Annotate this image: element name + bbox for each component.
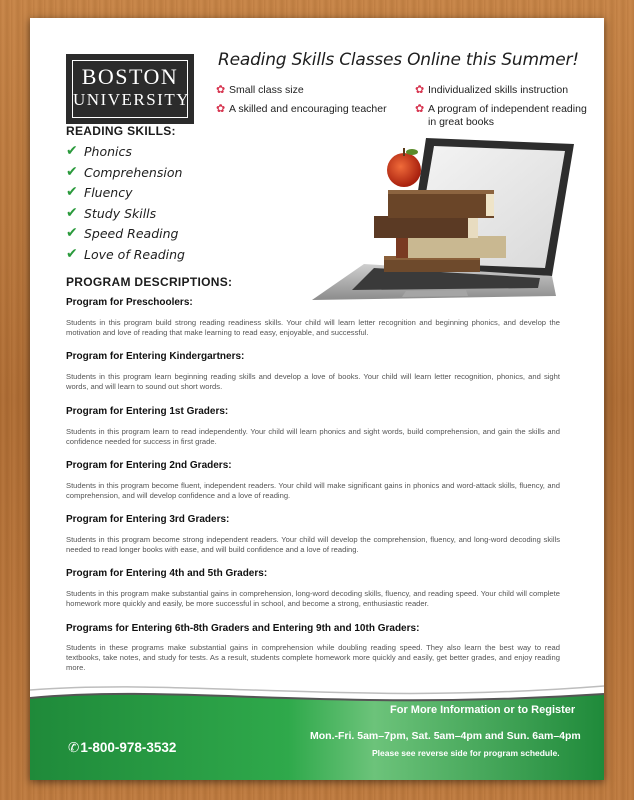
skills-title: READING SKILLS: — [66, 124, 176, 138]
program-item — [66, 568, 560, 622]
footer-band — [30, 676, 604, 780]
star-icon: ✿ — [415, 84, 425, 96]
program-text: Students in this program become strong independent readers. Your child will develop the comprehension, fluency, and long-word decoding skills needed to read longer books with ease, and will build confidence and a love of reading. — [66, 535, 560, 555]
check-icon: ✔ — [66, 184, 78, 201]
features-left — [216, 84, 406, 122]
program-title: Program for Entering 3rd Graders: — [66, 514, 230, 526]
flyer — [30, 18, 604, 780]
office-hours: Mon.-Fri. 5am–7pm, Sat. 5am–4pm and Sun. 6am–4pm — [310, 730, 581, 742]
info-title: For More Information or to Register — [390, 704, 576, 716]
program-item — [66, 623, 560, 677]
check-icon: ✔ — [66, 143, 78, 159]
program-text: Students in this program learn beginning reading skills and develop a love of books. Your child will learn letter recognition, phonics, and sight words, and will learn to sound out short words. — [66, 372, 560, 392]
program-descriptions-title: PROGRAM DESCRIPTIONS: — [66, 275, 233, 289]
phone-icon: ✆ — [68, 740, 80, 755]
check-icon: ✔ — [66, 225, 78, 242]
skill-item: ✔ Phonics — [66, 143, 132, 159]
headline: Reading Skills Classes Online this Summer! — [218, 50, 579, 70]
program-text: Students in this program build strong reading readiness skills. Your child will learn letter recognition and beginning phonics, and develop the motivation and love of reading that make learning to read easy, enjoyable, and successful. — [66, 318, 560, 337]
program-text: Students in this program learn to read independently. Your child will learn phonics and sight words, build comprehension, and gain the skills and confidence needed for success in first grade. — [66, 426, 560, 446]
feature-item: ✿ A program of independent reading in great books — [415, 103, 587, 128]
program-text: Students in this program make substantial gains in comprehension, long-word decoding skills, fluency, and reading speed. Your child will complete homework more quickly and easily, be more successful in school, and become a strong, enthusiastic reader. — [66, 589, 560, 609]
skill-item: ✔ Speed Reading — [66, 225, 179, 242]
program-title: Program for Entering Kindergartners: — [66, 351, 245, 363]
skill-item: ✔ Study Skills — [66, 204, 157, 221]
program-title: Program for Entering 2nd Graders: — [66, 459, 232, 471]
program-text: Students in this program become fluent, independent readers. Your child will make significant gains in phonics and word-attack skills, fluency, and comprehension, and will develop confidence and a love of reading. — [66, 480, 560, 500]
logo-line2: UNIVERSITY — [73, 90, 190, 109]
check-icon: ✔ — [66, 245, 78, 262]
star-icon: ✿ — [415, 103, 425, 115]
check-icon: ✔ — [66, 204, 78, 221]
feature-item: ✿ Individualized skills instruction — [415, 84, 569, 96]
program-text: Students in these programs make substantial gains in comprehension while doubling reading speed. They also learn the best way to read textbooks, take notes, and study for tests. As a result, students complete homework more quickly and easily, get better grades, and enjoy reading more. — [66, 642, 560, 672]
program-title: Program for Entering 1st Graders: — [66, 405, 229, 417]
skill-item: ✔ Fluency — [66, 184, 133, 201]
program-item — [66, 297, 560, 351]
feature-item: ✿ Small class size — [216, 84, 304, 96]
feature-item: ✿ A skilled and encouraging teacher — [216, 103, 387, 115]
skills-list — [66, 144, 185, 268]
program-item — [66, 406, 560, 460]
phone-number[interactable]: ✆1-800-978-3532 — [68, 740, 177, 755]
program-item — [66, 351, 560, 405]
program-item — [66, 460, 560, 514]
star-icon: ✿ — [216, 84, 226, 96]
star-icon: ✿ — [216, 103, 226, 115]
skill-item: ✔ Love of Reading — [66, 245, 185, 262]
program-item — [66, 514, 560, 568]
program-title: Programs for Entering 6th-8th Graders and Entering 9th and 10th Graders: — [66, 622, 420, 634]
laptop-books-illustration — [256, 124, 596, 308]
program-title: Program for Entering 4th and 5th Graders: — [66, 568, 268, 580]
logo-line1: BOSTON — [81, 64, 179, 89]
skill-item: ✔ Comprehension — [66, 163, 183, 180]
boston-university-logo — [66, 54, 194, 124]
schedule-note: Please see reverse side for program schedule. — [372, 748, 560, 758]
check-icon: ✔ — [66, 163, 78, 180]
program-title: Program for Preschoolers: — [66, 297, 193, 308]
program-list — [66, 297, 560, 677]
